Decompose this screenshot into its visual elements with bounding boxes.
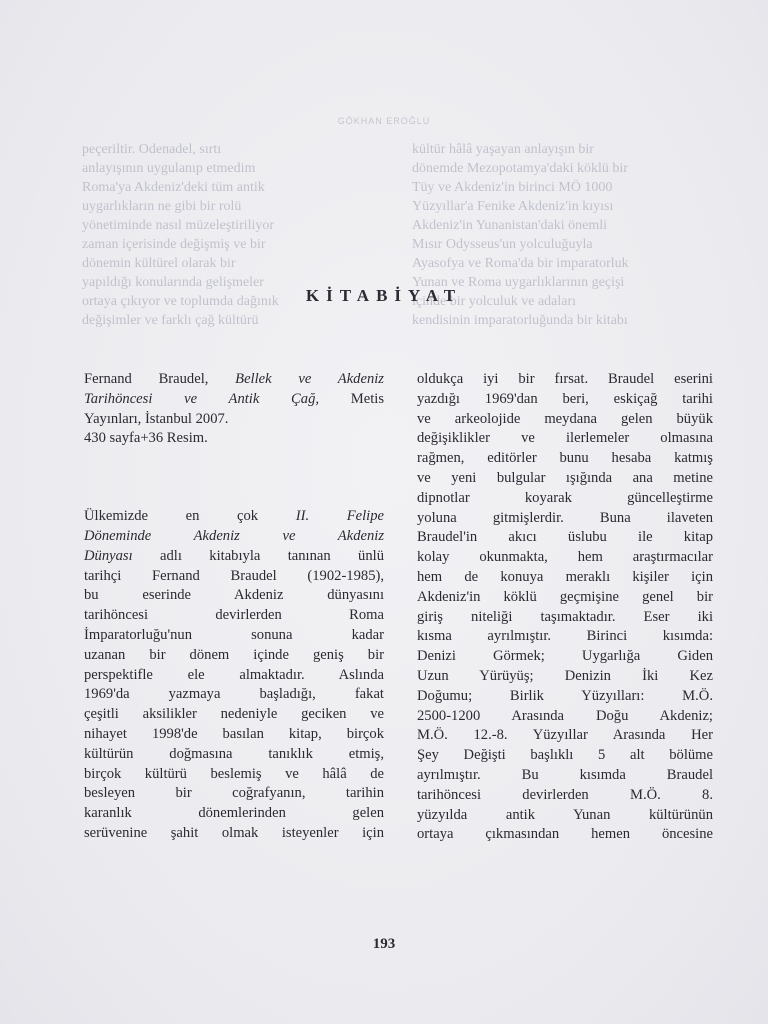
bleed-through-line: yapıldığı konularında gelişmeler [82,275,264,290]
text-line [84,784,384,804]
bleed-through-line: zaman içerisinde değişmiş ve bir [82,237,266,252]
line-text: Yayınları, İstanbul 2007. [84,410,229,427]
text-line: Akdeniz'in köklü geçmişine genel bir [417,588,713,605]
text-line [84,646,384,666]
text-line [84,765,384,785]
right-column [417,370,713,845]
text-line: rağmen, editörler bunu hesaba katmış [417,450,713,467]
bleed-through-line: Ayasofya ve Roma'da bir imparatorluk [412,256,629,271]
bleed-through-line: Yüzyıllar'a Fenike Akdeniz'in kıyısı [412,199,614,214]
bleed-through-line: dönemde Mezopotamya'daki köklü bir [412,161,628,176]
line-text: uzanan bir dönem içinde geniş bir [84,646,384,663]
text-line: Şey Değişti başlıklı 5 alt bölüme [417,747,713,764]
italic-text: Döneminde Akdeniz ve Akdeniz [84,527,384,544]
line-text: Ülkemizde en çok [84,508,296,525]
text-line [84,390,384,410]
text-line: Uzun Yürüyüş; Denizin İki Kez [417,667,713,684]
running-head: GÖKHAN EROĞLU [337,116,431,126]
text-line [84,429,384,449]
text-line [84,606,384,626]
bleed-through-line: kendisinin imparatorluğunda bir kitabı [412,313,628,328]
text-line: M.Ö. 12.-8. Yüzyıllar Arasında Her [417,727,713,744]
text-line: giriş niteliği taşımaktadır. Eser iki [417,608,713,625]
text-line: tarihöncesi devirlerden M.Ö. 8. [417,786,713,803]
line-text: birçok kültürü beslemiş ve hâlâ de [84,765,384,782]
text-line: yazdığı 1969'dan beri, eskiçağ tarihi [417,390,713,407]
line-text: İmparatorluğu'nun sonuna kadar [84,626,384,643]
line-text: bu eserinde Akdeniz dünyasını [84,587,384,604]
line-text: kültürün doğmasına tanıklık etmiş, [84,745,384,762]
text-line [84,370,384,390]
text-line: yoluna gitmişlerdir. Buna ilaveten [417,509,713,526]
bleed-through-line: peçeriltir. Odenadel, sırtı [82,142,222,157]
text-line: Denizi Görmek; Uygarlığa Giden [417,648,713,665]
bleed-through-line: anlayışının uygulanıp etmedim [82,161,256,176]
text-line: kısma ayrılmıştır. Birinci kısımda: [417,628,713,645]
line-text: Fernand Braudel, [84,371,236,387]
line-text: 1969'da yazmaya başladığı, fakat [84,686,384,703]
text-line [84,824,384,844]
text-line: ayrılmıştır. Bu kısımda Braudel [417,766,713,783]
bleed-through-line: Yunan ve Roma uygarlıklarının geçişi [412,275,625,290]
line-text: tarihçi Fernand Braudel (1902-1985), [84,567,384,584]
text-line [84,547,384,567]
text-line [84,725,384,745]
line-text: besleyen bir coğrafyanın, tarihin [84,785,384,802]
bleed-through-line: Tüy ve Akdeniz'in birinci MÖ 1000 [412,180,613,195]
bleed-through-line: uygarlıkların ne gibi bir rolü [82,199,242,214]
text-line: ve yeni bulgular ışığında ana metine [417,469,713,486]
bleed-through-line: değişimler ve farklı çağ kültürü [82,313,259,328]
line-text: çeşitli aksilikler nedeniyle geciken ve [84,706,384,723]
text-line [84,745,384,765]
text-line [84,626,384,646]
page-number: 193 [372,936,396,952]
bleed-through-line: içinde bir yolculuk ve adaları [412,294,577,309]
text-line: Braudel'in akıcı üslubu ile kitap [417,529,713,546]
text-line [84,666,384,686]
line-text: Metis [319,390,384,407]
text-line [84,567,384,587]
line-text: adlı kitabıyla tanınan ünlü [132,547,384,564]
text-line [84,410,384,430]
line-text: serüvenine şahit olmak isteyenler için [84,824,384,841]
paragraph-gap [84,449,384,507]
line-text: tarihöncesi devirlerden Roma [84,607,384,624]
line-text: perspektifle ele almaktadır. Aslında [84,666,384,683]
text-line: dipnotlar koyarak güncelleştirme [417,489,713,506]
italic-text: II. Felipe [295,508,384,525]
bleed-through-line: dönemin kültürel olarak bir [82,256,236,271]
text-line [84,527,384,547]
text-line: ortaya çıkmasından hemen öncesine [417,826,713,843]
italic-text: Dünyası [84,547,133,564]
bleed-through-line: ortaya çıkıyor ve toplumda dağınık [82,294,279,309]
text-line: kolay okunmakta, hem araştırmacılar [417,549,713,566]
text-line: hem de konuya meraklı kişiler için [417,568,713,585]
text-line [84,685,384,705]
line-text: nihayet 1998'de basılan kitap, birçok [84,725,384,742]
line-text: karanlık dönemlerinden gelen [84,805,384,822]
italic-text: Tarihöncesi ve Antik Çağ, [84,390,320,407]
text-line [84,507,384,527]
bleed-through-line: kültür hâlâ yaşayan anlayışın bir [412,142,594,157]
text-line: Doğumu; Birlik Yüzyılları: M.Ö. [417,687,713,704]
left-column [84,370,384,844]
bleed-through-line: yönetiminde nasıl müzeleştiriliyor [82,218,275,233]
bleed-through-line: Akdeniz'in Yunanistan'daki önemli [412,218,608,233]
section-title: KİTABİYAT [305,286,463,305]
text-line [84,586,384,606]
text-line: 2500-1200 Arasında Doğu Akdeniz; [417,707,713,724]
text-line [84,705,384,725]
text-line: oldukça iyi bir fırsat. Braudel eserini [417,371,713,387]
italic-text: Bellek ve Akdeniz [235,371,384,387]
text-line: değişiklikler ve ilerlemeler olmasına [417,430,713,447]
text-line: yüzyılda antik Yunan kültürünün [417,806,713,823]
line-text: 430 sayfa+36 Resim. [84,430,208,447]
bleed-through-line: Roma'ya Akdeniz'deki tüm antik [82,180,265,195]
text-line: ve arkeolojide meydana gelen büyük [417,410,713,427]
text-line [84,804,384,824]
bleed-through-line: Mısır Odysseus'un yolculuğuyla [412,237,593,252]
